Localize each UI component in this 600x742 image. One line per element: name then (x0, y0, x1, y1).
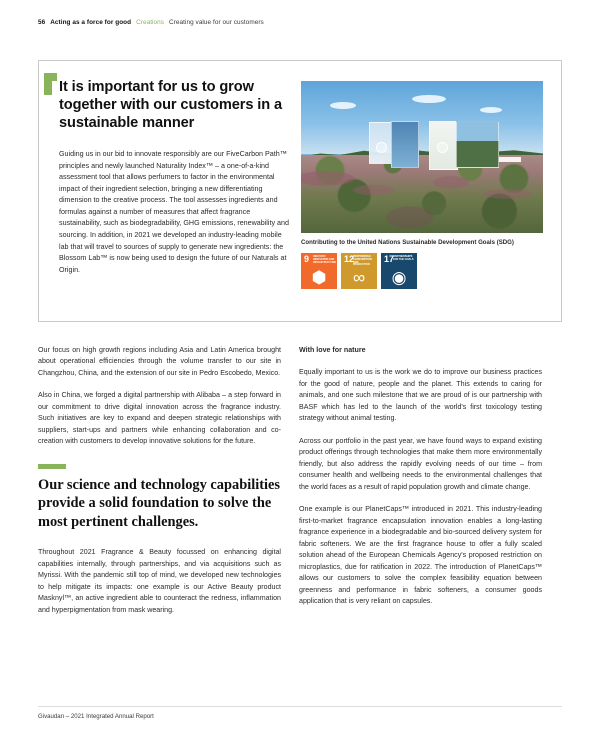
overlay-dot-icon (437, 142, 448, 153)
section-rule (38, 464, 66, 469)
left-paragraph-3: Throughout 2021 Fragrance & Beauty focussed on enhancing digital capabilities internally, through partnerships, and via acquisitions such as Myrissi. With the pandemic still top of mind, we developed new technologies to help mitigate its impacts: one example is our Active Beauty product Masknyl™, an active ingredient able to counteract the redness, inflammation and hyperpigmentation from mask wearing. (38, 548, 281, 614)
sdg-icon-row (301, 253, 417, 289)
feature-image (301, 81, 543, 233)
sdg-label: RESPONSIBLE CONSUMPTION AND PRODUCTION (353, 255, 372, 267)
sdg-glyph-icon: ◉ (391, 268, 407, 287)
feature-box (38, 60, 562, 322)
running-head (38, 19, 264, 26)
right-column (299, 345, 542, 619)
left-paragraph-1: Our focus on high growth regions including Asia and Latin America brought about operational efficiencies through the volume transfer to our site in Changzhou, China, and the extension of our site in Pedro Escobedo, Mexico. (38, 346, 281, 377)
header-subsection: Creating value for our customers (169, 19, 264, 26)
mirror-panel (456, 121, 499, 169)
right-paragraph-3: One example is our PlanetCaps™ introduced in 2021. This industry-leading first-to-market fragrance encapsulation innovation enables a long-lasting fragrance experience in a biodegradable and bio-sourced delivery system for fabric softeners. We are the first fragrance house to offer a fully scaled solution ahead of the European Chemicals Agency's proposed restriction on microplastics, due for ratification in 2022. The introduction of PlanetCaps™ allows our customers to solve the complex feasibility equation between greenness and performance in fabric softeners, a consumer goods application that is very reliant on capsules. (299, 505, 542, 606)
page-number: 56 (38, 19, 46, 26)
header-category: Creations (136, 19, 165, 26)
right-paragraph-2: Across our portfolio in the past year, we have found ways to expand existing product offerings through technologies that make them more environmentally friendly, but also address the rapidly evolving needs of our time – from consumer health and wellbeing needs to the environmental challenges that the world faces as a result of rapid population growth and climate change. (299, 436, 542, 491)
sdg-label: INDUSTRY, INNOVATION AND INFRASTRUCTURE (313, 255, 337, 264)
cloud-icon (480, 107, 502, 113)
brand-logomark (499, 157, 521, 162)
cloud-icon (412, 95, 446, 103)
right-subhead: With love for nature (299, 346, 366, 354)
mirror-panel (391, 121, 420, 169)
feature-headline: It is important for us to grow together with our customers in a sustainable manner (59, 79, 283, 132)
image-caption: Contributing to the United Nations Sustainable Development Goals (SDG) (301, 239, 514, 246)
sdg-icon-17 (381, 253, 417, 289)
left-column (38, 345, 281, 627)
overlay-dot-icon (376, 142, 387, 153)
sdg-glyph-icon: ⬢ (311, 268, 327, 287)
footer-text: Givaudan – 2021 Integrated Annual Report (38, 713, 154, 720)
sdg-label: PARTNERSHIPS FOR THE GOALS (393, 255, 414, 261)
header-section: Acting as a force for good (50, 19, 132, 26)
sdg-icon-12 (341, 253, 377, 289)
left-paragraph-2: Also in China, we forged a digital partnership with Alibaba – a step forward in our commitment to drive digital innovation across the fragrance industry. Such initiatives are key to expand and deepen strategic relationships with suppliers, start-ups and partners while enhancing collaboration and co-creation with customers to develop innovative solutions for the future. (38, 391, 281, 446)
sdg-icon-9 (301, 253, 337, 289)
left-section-headline: Our science and technology capabilities provide a solid foundation to solve the most pertinent challenges. (38, 476, 280, 530)
sdg-number: 12 (344, 254, 355, 264)
sdg-number: 17 (384, 254, 395, 264)
field-photo (301, 81, 543, 233)
sdg-number: 9 (304, 254, 310, 264)
footer-divider (38, 706, 562, 707)
flower-field (301, 155, 543, 233)
right-paragraph-1: Equally important to us is the work we do to improve our business practices for the good of nature, people and the planet. This extends to caring for animals, and one such milestone that we are proud of is our partnership with BASF which has led to the launch of the world's first toxicology testing strategy without animal testing. (299, 368, 542, 423)
sdg-glyph-icon: ∞ (352, 268, 366, 287)
feature-body-text: Guiding us in our bid to innovate responsibly are our FiveCarbon Path™ principles and newly launched Naturality Index™ – a one-of-a-kind assessment tool that allows perfumers to factor in the environmental impact of their ingredient selection, bringing a new differentiating dimension to the creative process. The tool assesses ingredients and formulas against a number of measures that affect fragrance sustainability, such as biodegradability, GHG emissions, renewability and sourcing. In addition, in 2021 we developed an industry-leading mobile lab that will travel to sources of supply to generate new ingredients: the Blossom Lab™ is now being used to design the future of our Naturals at Origin. (59, 150, 289, 274)
sky (301, 81, 543, 154)
quote-mark-icon (44, 73, 57, 95)
